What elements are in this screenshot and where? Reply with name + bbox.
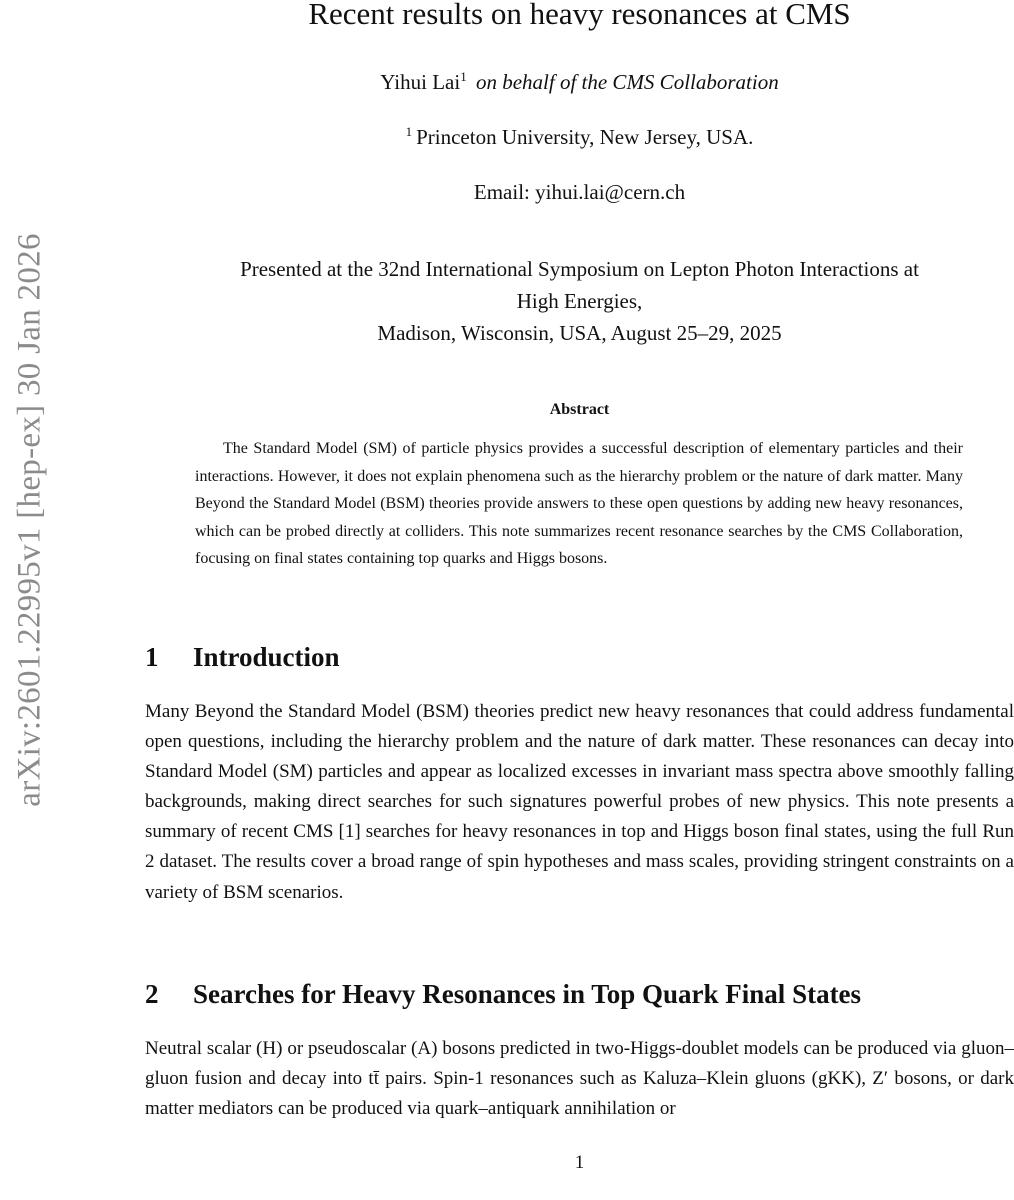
presented-line-2: High Energies,: [516, 289, 643, 313]
abstract-heading: Abstract: [549, 401, 610, 418]
presented-line-3: Madison, Wisconsin, USA, August 25–29, 2025: [377, 321, 782, 345]
section-number: 1: [145, 642, 159, 672]
affiliation-line: [145, 123, 1014, 151]
presented-at-block: [145, 253, 1014, 349]
author-affiliation-mark: 1: [460, 69, 467, 84]
author-role: on behalf of the CMS Collaboration: [475, 70, 779, 94]
affiliation-mark: 1: [405, 124, 413, 139]
author-line: [145, 68, 1014, 96]
introduction-paragraph: Many Beyond the Standard Model (BSM) theories predict new heavy resonances that could address fundamental open questions, including the hierarchy problem and the nature of dark matter. These resonances can decay into Standard Model (SM) particles and appear as localized excesses in invariant mass spectra above smoothly falling backgrounds, making direct searches for such signatures powerful probes of new physics. This note presents a summary of recent CMS [1] searches for heavy resonances in top and Higgs boson final states, using the full Run 2 dataset. The results cover a broad range of spin hypotheses and mass scales, providing stringent constraints on a variety of BSM scenarios.: [145, 701, 1014, 903]
paper-title: Recent results on heavy resonances at CMS: [308, 0, 851, 31]
affiliation-text: Princeton University, New Jersey, USA.: [416, 125, 754, 149]
arxiv-identifier: arXiv:2601.22995v1 [hep-ex] 30 Jan 2026: [11, 233, 48, 807]
paper-page: [145, 0, 1014, 1200]
section-heading-introduction: [145, 640, 1014, 674]
author-name: Yihui Lai: [380, 70, 461, 94]
section-number: 2: [145, 979, 159, 1009]
section-title: Introduction: [193, 642, 340, 672]
presented-line-1: Presented at the 32nd International Symposium on Lepton Photon Interactions at: [240, 257, 919, 281]
author-email: Email: yihui.lai@cern.ch: [473, 180, 686, 204]
page-number: 1: [574, 1152, 585, 1173]
section-title: Searches for Heavy Resonances in Top Quark Final States: [193, 979, 862, 1009]
top-quark-paragraph: Neutral scalar (H) or pseudoscalar (A) bosons predicted in two-Higgs-doublet models can be produced via gluon–gluon fusion and decay into tt̄ pairs. Spin-1 resonances such as Kaluza–Klein gluons (gKK), Z′ bosons, or dark matter mediators can be produced via quark–antiquark annihilation or: [145, 1038, 1014, 1120]
section-heading-top-quark-searches: [145, 977, 1014, 1011]
abstract-text: The Standard Model (SM) of particle physics provides a successful description of elementary particles and their interactions. However, it does not explain phenomena such as the hierarchy problem or the nature of dark matter. Many Beyond the Standard Model (BSM) theories provide answers to these open questions by adding new heavy resonances, which can be probed directly at colliders. This note summarizes recent resonance searches by the CMS Collaboration, focusing on final states containing top quarks and Higgs bosons.: [195, 440, 963, 568]
